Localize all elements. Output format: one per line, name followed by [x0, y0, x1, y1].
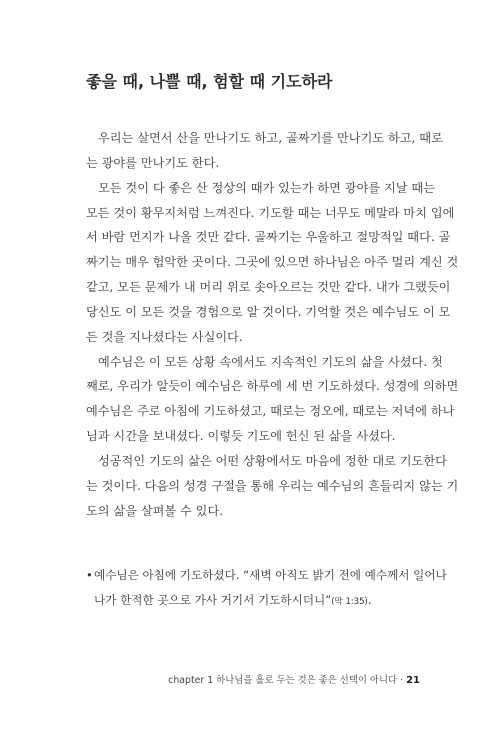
- text-line: 모든 것이 다 좋은 산 정상의 때가 있는가 하면 광야를 지날 때는: [98, 180, 435, 195]
- text-line: 서 바람 먼지가 나올 것만 같다. 골짜기는 우울하고 절망적일 때다. 골: [86, 230, 451, 245]
- text-line: 같고, 모든 문제가 내 머리 위로 솟아오르는 것만 같다. 내가 그랬듯이: [86, 280, 451, 295]
- bullet-line: [86, 563, 447, 588]
- body-text: [86, 126, 459, 524]
- verse-reference: (막 1:35): [331, 597, 368, 607]
- footer-separator: ·: [400, 675, 404, 686]
- text-line: 우리는 살면서 산을 만나기도 하고, 골짜기를 만나기도 하고, 때로: [98, 131, 443, 145]
- chapter-title: chapter 1 하나님을 홀로 두는 것은 좋은 선택이 아니다: [168, 675, 398, 686]
- page-number: 21: [406, 675, 420, 686]
- text-line: 든 것을 지나셨다는 사실이다.: [86, 329, 243, 344]
- text-line: 는 것이다. 다음의 성경 구절을 통해 우리는 예수님의 흔들리지 않는 기: [86, 478, 459, 493]
- text-line: 님과 시간을 보내셨다. 이렇듯 기도에 헌신 된 삶을 사셨다.: [86, 429, 396, 444]
- section-heading: 좋을 때, 나쁠 때, 험할 때 기도하라: [86, 72, 333, 91]
- bullet-icon: •: [86, 568, 93, 582]
- bullet-period: .: [367, 593, 372, 607]
- text-line: 도의 삶을 살펴볼 수 있다.: [86, 503, 224, 518]
- bible-verse-bullet: [86, 563, 447, 613]
- text-line: 당신도 이 모든 것을 경험으로 알 것이다. 기억할 것은 예수님도 이 모: [86, 304, 451, 319]
- text-line: 모든 것이 황무지처럼 느껴진다. 기도할 때는 너무도 메말라 마치 입에: [86, 205, 455, 220]
- text-line: 성공적인 기도의 삶은 어떤 상황에서도 마음에 정한 대로 기도한다: [98, 453, 447, 468]
- bullet-text: 예수님은 아침에 기도하셨다. “새벽 아직도 밝기 전에 예수께서 일어나: [94, 568, 447, 582]
- text-line: 짜기는 매우 험악한 곳이다. 그곳에 있으면 하나님은 아주 멀리 계신 것: [86, 255, 459, 270]
- text-line: 예수님은 주로 아침에 기도하셨고, 때로는 정오에, 때로는 저녁에 하나: [86, 404, 455, 419]
- text-line: 째로, 우리가 알듯이 예수님은 하루에 세 번 기도하셨다. 성경에 의하면: [86, 379, 459, 394]
- page-footer: [168, 672, 420, 686]
- text-line: 는 광야를 만나기도 한다.: [86, 155, 220, 170]
- bullet-text: 나가 한적한 곳으로 가사 거기서 기도하시더니”: [94, 593, 332, 607]
- text-line: 예수님은 이 모든 상황 속에서도 지속적인 기도의 삶을 사셨다. 첫: [98, 354, 443, 369]
- bullet-line: [86, 588, 422, 613]
